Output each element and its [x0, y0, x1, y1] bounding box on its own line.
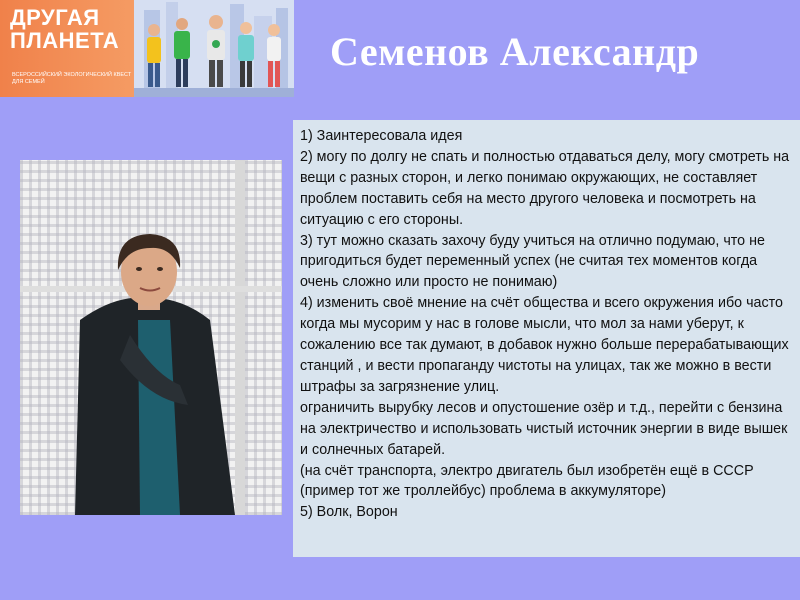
answer-2: 2) могу по долгу не спать и полностью отдаваться делу, могу смотреть на вещи с разных сторон, и легко понимаю окружающих, не составляет проблем поставить себя на место другого человека и посмотреть на ситуацию с его стороны. — [300, 148, 790, 228]
answer-1: 1) Заинтересовала идея — [300, 128, 463, 144]
person-illustration — [20, 160, 282, 515]
answer-4-continued: ограничить вырубку лесов и опустошение озёр и т.д., перейти с бензина на электричество и использовать чистый источник энергии в виде вышек и солнечных батарей. — [300, 399, 788, 458]
banner-subtitle: ВСЕРОССИЙСКИЙ ЭКОЛОГИЧЕСКИЙ КВЕСТ ДЛЯ СЕМЕЙ — [12, 72, 132, 85]
project-banner — [0, 0, 294, 97]
page-title: Семенов Александр — [330, 29, 700, 74]
answer-3: 3) тут можно сказать захочу буду учиться на отлично подумаю, что не пригодиться будет переменный успех (не считая тех моментов когда очень сложно или просто не понимаю) — [300, 232, 765, 291]
answers-text — [300, 126, 796, 523]
banner-title — [10, 6, 150, 52]
answer-4: 4) изменить своё мнение на счёт общества и всего окружения ибо часто когда мы мусорим у нас в голове мысли, что мол за нами уберут, к сожалению все так думают, в добавок нужно больше перерабатывающих станций , и вести пропаганду чистоты на улицах, так же можно в вести штрафы за загрязнение улиц. — [300, 295, 789, 395]
answer-4-note: (на счёт транспорта, электро двигатель был изобретён ещё в СССР (пример тот же троллейбус) проблема в аккумуляторе) — [300, 462, 754, 500]
answer-5: 5) Волк, Ворон — [300, 504, 398, 521]
banner-title-line1: ДРУГАЯ — [10, 5, 100, 30]
answers-panel — [293, 120, 800, 557]
portrait-photo — [20, 160, 282, 515]
city-illustration — [134, 0, 294, 97]
banner-title-line2: ПЛАНЕТА — [10, 28, 120, 53]
